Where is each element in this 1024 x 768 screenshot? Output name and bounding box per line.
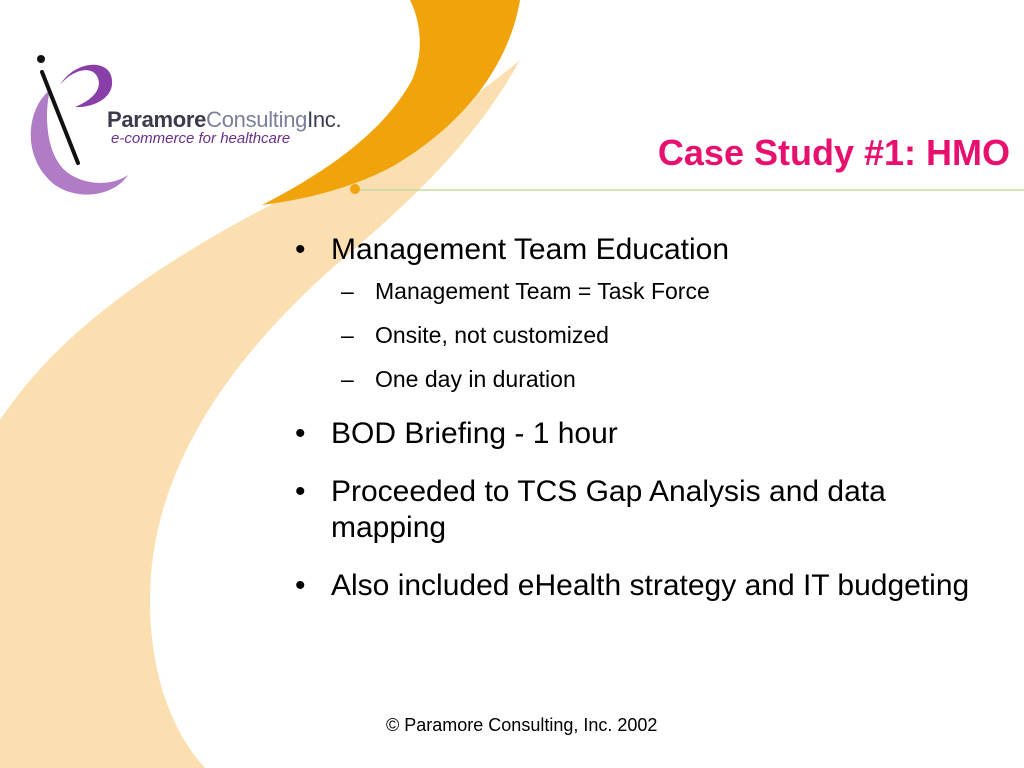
sub-item: [295, 364, 995, 394]
sub-mark: –: [341, 278, 354, 304]
bullet-list: [295, 232, 995, 622]
logo-name: [107, 108, 397, 132]
bullet-text: Also included eHealth strategy and IT budgeting: [331, 569, 970, 602]
logo-dot: [37, 55, 45, 63]
bullet-mark: •: [295, 233, 306, 266]
bullet-item: [295, 474, 995, 546]
slide-title: Case Study #1: HMO: [657, 132, 1010, 173]
bullet-mark: •: [295, 569, 306, 602]
sub-mark: –: [341, 366, 354, 392]
sub-text: Onsite, not customized: [375, 322, 609, 348]
bullet-mark: •: [295, 475, 306, 508]
sub-mark: –: [341, 322, 354, 348]
logo-text: [107, 108, 397, 147]
sub-text: Management Team = Task Force: [375, 278, 710, 304]
sub-text: One day in duration: [375, 366, 576, 392]
sub-item: [295, 320, 995, 350]
bullet-item: [295, 232, 995, 268]
bullet-item: [295, 568, 995, 604]
bullet-text: Management Team Education: [331, 233, 730, 266]
logo-tagline: e-commerce for healthcare: [111, 130, 291, 147]
bullet-text: Proceeded to TCS Gap Analysis and data mapping: [331, 475, 886, 544]
bullet-item: [295, 416, 995, 452]
sub-item: [295, 276, 995, 306]
bullet-mark: •: [295, 417, 306, 450]
logo-arc: [60, 65, 112, 107]
logo-name-consulting: Consulting: [206, 107, 308, 132]
sub-list: [295, 276, 995, 394]
logo-name-inc: Inc.: [307, 107, 342, 132]
bullet-text: BOD Briefing - 1 hour: [331, 417, 618, 450]
logo-name-paramore: Paramore: [107, 107, 207, 132]
copyright-footer: © Paramore Consulting, Inc. 2002: [386, 715, 658, 735]
